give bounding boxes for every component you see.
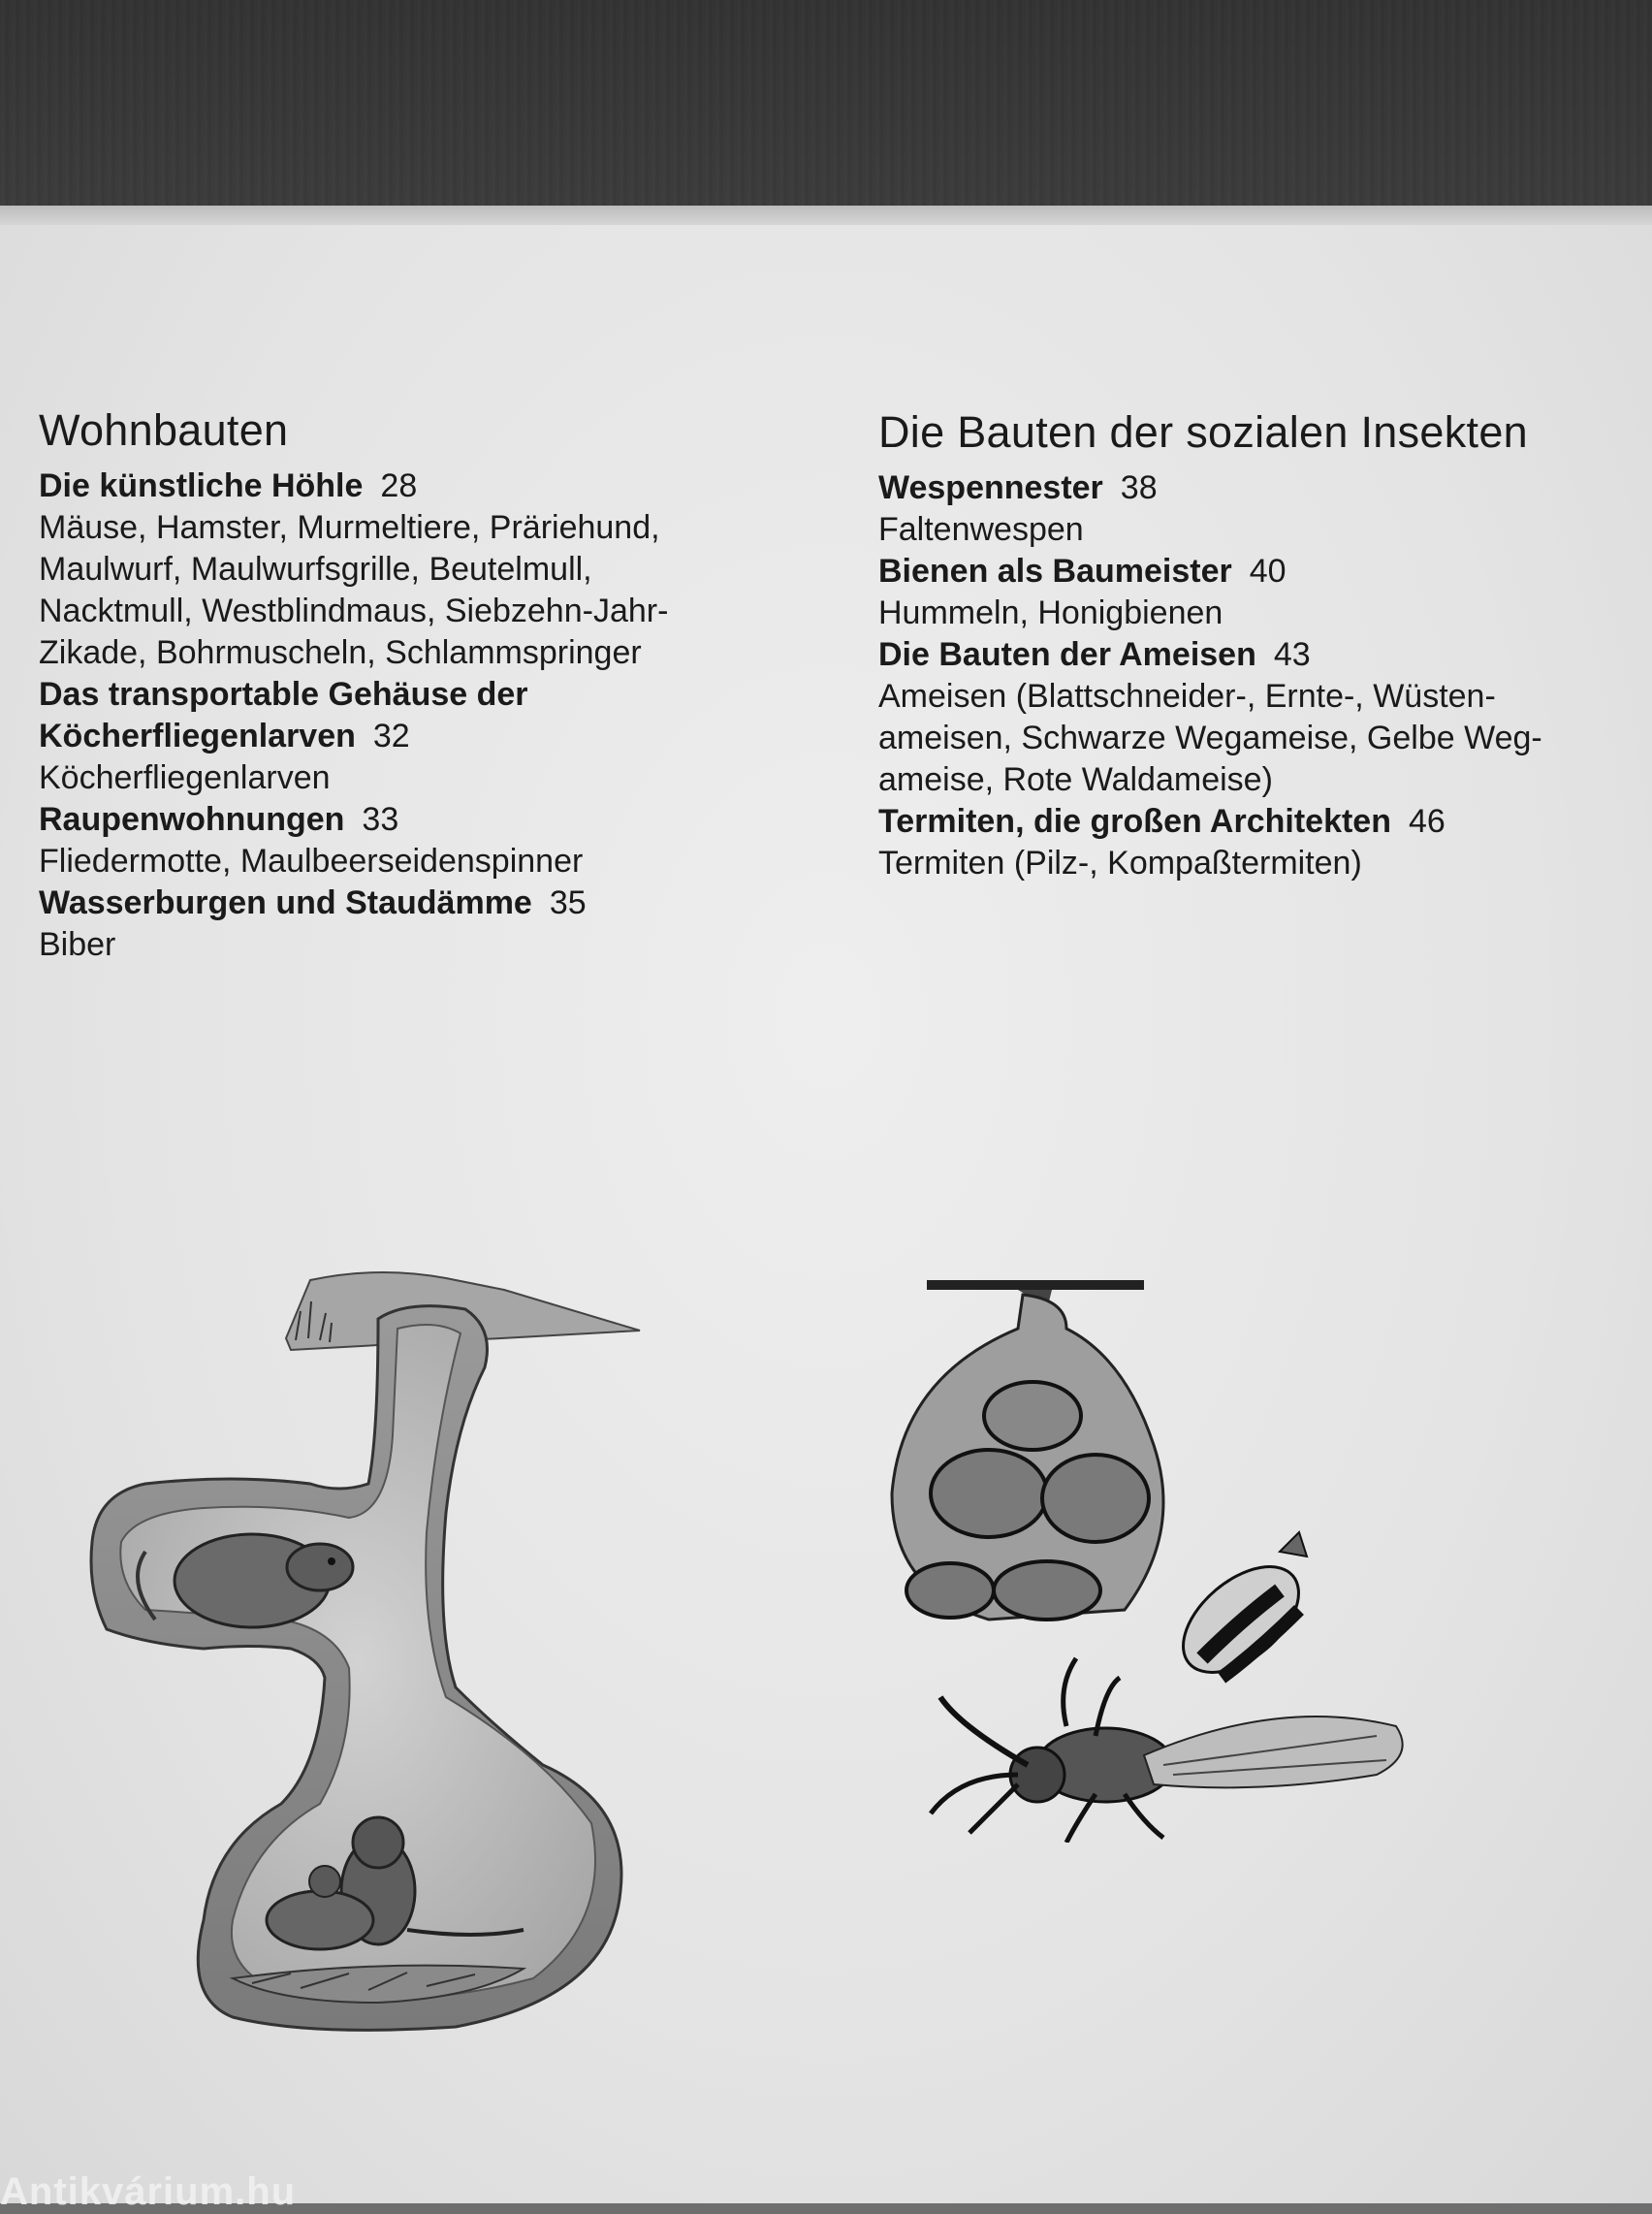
toc-entry-title[interactable] xyxy=(39,716,834,757)
page-number: 28 xyxy=(380,467,418,504)
section-heading: Wohnbauten xyxy=(39,405,289,455)
entry-description: Mäuse, Hamster, Murmeltiere, Präriehund, xyxy=(39,509,660,546)
entry-description: Köcherfliegenlarven xyxy=(39,759,331,796)
page-number: 40 xyxy=(1249,553,1287,590)
page-number: 35 xyxy=(549,884,587,921)
entry-description: Faltenwespen xyxy=(878,511,1084,548)
toc-entry-title[interactable] xyxy=(39,882,834,924)
entry-title-text: Die Bauten der Ameisen xyxy=(878,636,1256,673)
entry-description: ameise, Rote Waldameise) xyxy=(878,761,1273,798)
entry-description: Biber xyxy=(39,926,116,963)
entry-description: Hummeln, Honigbienen xyxy=(878,594,1223,631)
toc-entry-title[interactable] xyxy=(878,551,1644,593)
entry-title-text: Bienen als Baumeister xyxy=(878,553,1232,590)
page-number: 46 xyxy=(1408,803,1446,840)
entry-description: Zikade, Bohrmuscheln, Schlammspringer xyxy=(39,634,642,671)
entry-title-text: Raupenwohnungen xyxy=(39,801,345,838)
entry-description: Nacktmull, Westblindmaus, Siebzehn-Jahr- xyxy=(39,593,669,629)
toc-entry-title[interactable] xyxy=(878,801,1644,843)
page-number: 33 xyxy=(362,801,399,838)
toc-entry-title[interactable] xyxy=(39,799,834,841)
wall-background xyxy=(0,0,1652,233)
page-number: 38 xyxy=(1120,469,1158,506)
wasp-nest-illustration-icon xyxy=(873,1270,1454,1843)
burrow-illustration-icon xyxy=(87,1261,669,2037)
toc-entry-title[interactable] xyxy=(878,634,1644,676)
entry-title-text: Termiten, die großen Architekten xyxy=(878,803,1391,840)
page-number: 32 xyxy=(372,718,410,754)
entry-description: ameisen, Schwarze Wegameise, Gelbe Weg- xyxy=(878,720,1542,756)
toc-column-right xyxy=(878,407,1644,884)
toc-column-left xyxy=(39,405,834,966)
page-number: 43 xyxy=(1273,636,1311,673)
watermark-text: Antikvárium.hu xyxy=(0,2170,297,2213)
entry-title-text: Wespennester xyxy=(878,469,1103,506)
entry-description: Termiten (Pilz-, Kompaßtermiten) xyxy=(878,845,1362,882)
toc-entry-title-line[interactable]: Das transportable Gehäuse der xyxy=(39,676,528,713)
entry-description: Fliedermotte, Maulbeerseidenspinner xyxy=(39,843,584,880)
toc-entry-title[interactable] xyxy=(39,465,834,507)
toc-entry-title[interactable] xyxy=(878,467,1644,509)
entry-title-text: Wasserburgen und Staudämme xyxy=(39,884,532,921)
section-heading: Die Bauten der sozialen Insekten xyxy=(878,407,1529,457)
entry-description: Ameisen (Blattschneider-, Ernte-, Wüsten- xyxy=(878,678,1496,715)
entry-description: Maulwurf, Maulwurfsgrille, Beutelmull, xyxy=(39,551,592,588)
entry-title-text: Köcherfliegenlarven xyxy=(39,718,356,754)
entry-title-text: Die künstliche Höhle xyxy=(39,467,364,504)
